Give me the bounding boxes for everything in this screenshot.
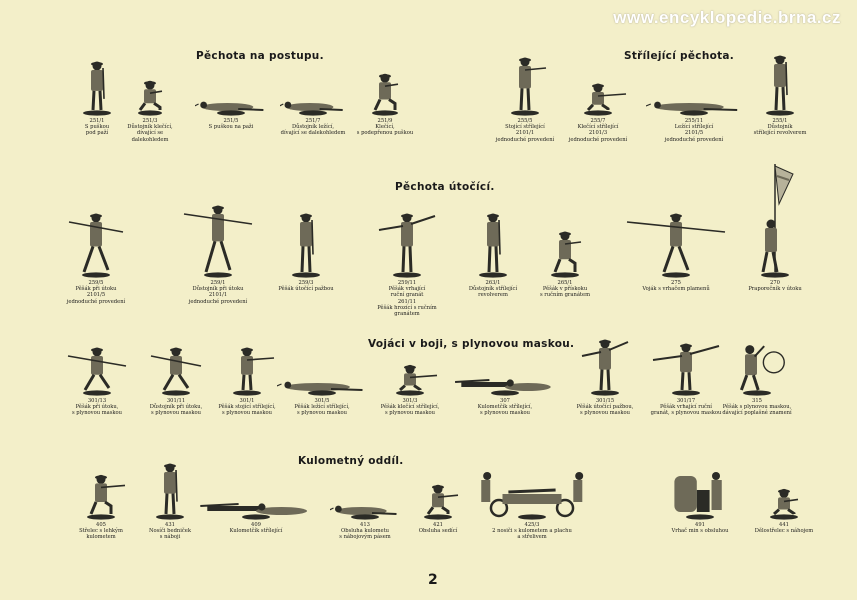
catalog-number: 251/3 [142,118,158,124]
figure-caption: S puškou na paži [208,124,254,131]
catalog-number: 275 [671,280,681,286]
toy-soldier-figure-icon [621,210,731,278]
figure-caption: 2 nosiči s kulometem a plachu a střelivem [492,528,572,541]
toy-soldier-figure-icon [510,218,620,278]
figure-caption: Pěšák při útoku, s plynovou maskou [71,404,122,417]
figure-caption: Stojící střílející 2101/1 jednoduché provedení [495,124,555,143]
catalog-number: 255/1 [772,118,788,124]
toy-figure-item [729,482,839,534]
toy-figure-item [621,210,731,292]
figure-caption: Důstojník při útoku 2101/1 jednoduché provedení [188,286,248,305]
toy-figure-item [473,460,591,541]
figure-caption: Praporečník v útoku [748,286,802,293]
figure-caption: Dělostřelec s náhojem [754,528,814,535]
figure-caption: Střelec s lehkým kulometem [79,528,123,541]
catalog-number: 301/17 [676,398,696,404]
toy-figure-item [41,210,151,305]
section-title-machine-gun-squad: Kulometný oddíl. [298,455,404,467]
figure-caption: Pěšák útočící pažbou [278,286,334,293]
catalog-number: 301/3 [402,398,418,404]
figure-caption: Důstojník při útoku, s plynovou maskou [149,404,203,417]
catalog-number: 421 [433,522,443,528]
figure-caption: Pěšák vrhající ruční granát, s plynovou maskou [650,404,722,417]
toy-figure-item [251,210,361,292]
catalog-number: 259/11 [397,280,417,286]
catalog-number: 255/7 [590,118,606,124]
toy-figure-item [725,52,835,137]
page-number: 2 [428,572,438,588]
catalog-number: 251/5 [223,118,239,124]
toy-figure-item [450,368,560,417]
toy-soldier-figure-icon [198,488,314,520]
figure-caption: Pěšák vrhající ruční granát 261/11 [388,286,426,305]
catalog-number: 409 [251,522,261,528]
figure-caption: Klečící, s podepřenou puškou [356,124,414,137]
section-title-infantry-shooting: Střílející pěchota. [624,50,735,62]
catalog-number: 301/11 [166,398,186,404]
catalog-number: 413 [360,522,370,528]
catalog-number: 263/1 [485,280,501,286]
figure-caption: Kulometčík střílející [229,528,283,535]
figure-caption: Obsluha sedící [418,528,458,535]
catalog-number: 265/1 [557,280,573,286]
toy-figure-item [510,218,620,299]
toy-soldier-figure-icon [41,210,151,278]
section-title-infantry-advancing: Pěchota na postupu. [196,50,324,62]
figure-caption: Klečící střílející 2101/3 jednoduché provedení [568,124,628,143]
catalog-number: 259/3 [298,280,314,286]
toy-figure-item [330,62,440,137]
figure-caption: Pěšák v přískoku s ručním granátem [539,286,590,299]
figure-caption: Důstojník klečící, dívající se dalekohledem [127,124,173,143]
figure-caption: Voják s vrhačem plamenů [642,286,710,293]
catalog-number: 405 [96,522,106,528]
catalog-number: 315 [752,398,762,404]
figure-caption: Pěšák ležící střílející, s plynovou maskou [294,404,350,417]
toy-figure-item [355,358,465,417]
toy-soldier-figure-icon [720,160,830,278]
figure-caption: Pěšák při útoku 2101/5 jednoduché provedení [66,286,126,305]
figure-caption: Důstojník střílející revolverem [468,286,518,299]
catalog-number: 301/5 [314,398,330,404]
toy-soldier-figure-icon [251,210,361,278]
catalog-number: 307 [500,398,510,404]
figure-caption: Vrhač min s obsluhou [671,528,729,535]
catalog-number: 301/1 [239,398,255,404]
catalog-number: 431 [165,522,175,528]
catalog-number: 441 [779,522,789,528]
catalog-number: 255/5 [517,118,533,124]
figure-caption: Pěšák stojící střílející, s plynovou maskou [218,404,276,417]
catalog-number: 259/1 [210,280,226,286]
toy-soldier-figure-icon [725,52,835,116]
figure-caption: S puškou pod paží [84,124,110,137]
toy-soldier-figure-icon [543,76,653,116]
catalog-number: 255/11 [684,118,704,124]
catalog-number: 301/15 [595,398,615,404]
catalog-number: 251/7 [305,118,321,124]
toy-soldier-figure-icon [450,368,560,396]
toy-soldier-figure-icon [702,338,812,396]
figure-caption: Obsluha kulometu s nábojovým pásem [339,528,391,541]
figure-caption: Důstojník střílející revolverem [753,124,807,137]
figure-caption: Důstojník ležící, dívající se dalekohledem [280,124,346,137]
catalog-number: 251/9 [377,118,393,124]
site-watermark: www.encyklopedie.brna.cz [613,8,841,27]
figure-caption: Pěšák klečící střílející, s plynovou maskou [380,404,440,417]
figure-caption: Pěšák útočící pažbou, s plynovou maskou [576,404,634,417]
toy-figure-item [198,488,314,534]
figure-caption: Ležící střílející 2101/5 jednoduché provedení [664,124,724,143]
catalog-number: 425/3 [524,522,540,528]
figure-caption: Pěšák s plynovou maskou, dávající poplašné znamení [722,404,792,417]
toy-soldier-figure-icon [355,358,465,396]
catalog-number: 301/13 [87,398,107,404]
figure-caption-extra: Pěšák hrozící s ručním granátem [377,304,437,318]
figure-caption: Kulometčík střílející, s plynovou maskou [477,404,533,417]
catalog-number: 270 [770,280,780,286]
section-title-gas-mask-soldiers: Vojáci v boji, s plynovou maskou. [368,338,575,350]
toy-figure-item [543,76,653,143]
catalog-number: 491 [695,522,705,528]
toy-figure-item [702,338,812,417]
toy-soldier-figure-icon [473,460,591,520]
catalog-number: 259/5 [88,280,104,286]
catalog-number: 251/1 [89,118,105,124]
section-title-infantry-attacking: Pěchota útočící. [395,181,495,193]
figure-caption: Nosíči bedniček s náboji [148,528,192,541]
toy-soldier-figure-icon [729,482,839,520]
toy-figure-item [720,160,830,292]
toy-soldier-figure-icon [330,62,440,116]
